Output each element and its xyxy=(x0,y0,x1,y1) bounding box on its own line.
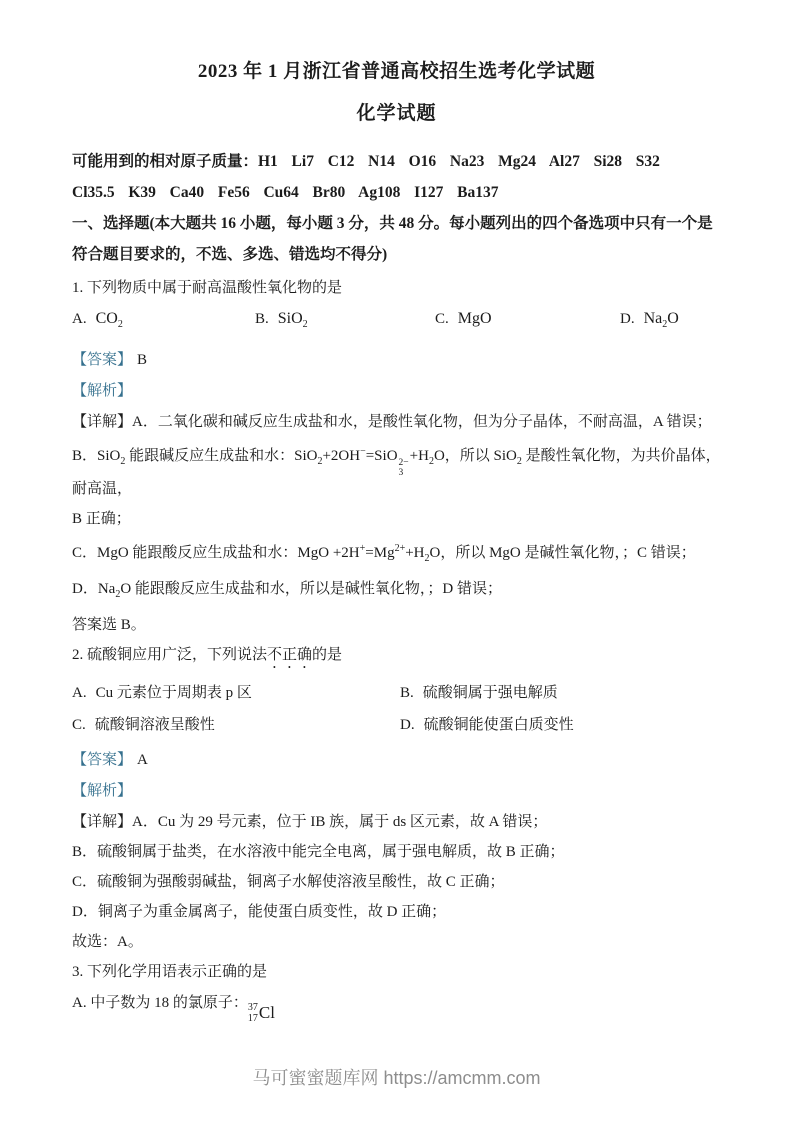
answer-value: B xyxy=(137,352,148,369)
question-2 xyxy=(72,645,721,952)
question-3 xyxy=(72,962,721,1024)
option-letter: A. xyxy=(72,685,87,702)
atomic-masses-line-1: 可能用到的相对原子质量：H1 Li7 C12 N14 O16 Na23 Mg24 Al27 Si28 S32 xyxy=(72,153,660,170)
atomic-masses-line-2: Cl35.5 K39 Ca40 Fe56 Cu64 Br80 Ag108 I127 Ba137 xyxy=(72,184,499,201)
question-2-analysis-line xyxy=(72,781,721,801)
watermark-footer: 马可蜜蜜题库网 https://amcmm.com xyxy=(252,1068,541,1088)
question-2-detail-1: 【详解】A．Cu 为 29 号元素，位于 IB 族，属于 ds 区元素，故 A 错误； xyxy=(72,814,548,831)
option-letter: A. xyxy=(72,311,87,327)
option-letter: C. xyxy=(72,717,86,734)
question-1-detail-4: C．MgO 能跟酸反应生成盐和水：MgO $+2H^+=Mg^{2+}+H_2O$，所以 MgO 是碱性氧化物，；C 错误； xyxy=(72,543,696,565)
question-2-option-c xyxy=(72,714,400,736)
answer-label: 【答案】 xyxy=(72,752,133,769)
answer-value: A xyxy=(137,752,148,769)
question-1-stem: 1. 下列物质中属于耐高温酸性氧化物的是 xyxy=(72,280,343,296)
option-text: 中子数为 18 的氯原子： xyxy=(90,995,248,1012)
option-text: 硫酸铜属于强电解质 xyxy=(422,685,558,702)
question-1-detail-2: B．SiO$_2$ 能跟碱反应生成盐和水：SiO$_2$+2OH−=SiO 2− 3 $+H_2O$，所以 SiO$_2$ 是酸性氧化物，为共价晶体，耐高温， xyxy=(72,446,721,498)
option-letter: D. xyxy=(400,717,415,734)
option-letter: A. xyxy=(72,995,87,1012)
answer-label: 【答案】 xyxy=(72,352,133,369)
question-2-stem xyxy=(72,645,721,672)
question-1-option-b xyxy=(255,308,435,336)
option-letter: D. xyxy=(620,311,635,327)
question-1-detail-3: B 正确； xyxy=(72,511,131,528)
option-text: 硫酸铜能使蛋白质变性 xyxy=(423,717,574,734)
page-title: 2023 年 1 月浙江省普通高校招生选考化学试题 xyxy=(197,61,596,82)
section-instructions: 一、选择题(本大题共 16 小题，每小题 3 分，共 48 分。每小题列出的四个备选项中只有一个是符合题目要求的，不选、多选、错选均不得分) xyxy=(72,215,713,263)
question-1-option-c xyxy=(435,308,620,336)
question-2-options xyxy=(72,682,721,736)
question-1-option-d xyxy=(620,308,721,336)
option-letter: C. xyxy=(435,311,449,327)
question-3-option-a xyxy=(72,992,721,1024)
analysis-label: 【解析】 xyxy=(72,383,133,400)
stem-emphasis: 不正确 xyxy=(267,647,313,664)
question-1-detail-6: 答案选 B。 xyxy=(72,617,146,634)
question-2-detail-3: C．硫酸铜为强酸弱碱盐，铜离子水解使溶液呈酸性，故 C 正确； xyxy=(72,874,505,891)
option-formula: $Na_2O$ xyxy=(643,310,679,331)
question-2-option-d xyxy=(400,714,721,736)
question-3-stem: 3. 下列化学用语表示正确的是 xyxy=(72,964,268,981)
question-1-answer-line xyxy=(72,350,721,370)
chlorine-isotope-notation xyxy=(248,1002,275,1024)
question-2-option-a xyxy=(72,682,400,704)
question-1-options xyxy=(72,308,721,336)
question-2-option-b xyxy=(400,682,721,704)
analysis-label: 【解析】 xyxy=(72,783,133,800)
atomic-number: 17 xyxy=(247,1013,258,1025)
option-formula: $CO_2$ xyxy=(95,310,123,331)
isotope-numbers xyxy=(248,1002,258,1024)
stem-text: 2. 硫酸铜应用广泛，下列说法 xyxy=(72,647,268,664)
question-2-detail-5: 故选：A。 xyxy=(72,934,143,951)
option-text: 硫酸铜溶液呈酸性 xyxy=(94,717,215,734)
mass-number: 37 xyxy=(247,1002,258,1014)
question-1 xyxy=(72,278,721,635)
question-1-analysis-line xyxy=(72,381,721,401)
option-text: Cu 元素位于周期表 p 区 xyxy=(95,685,252,702)
option-formula: MgO xyxy=(457,310,492,327)
option-letter: B. xyxy=(255,311,269,327)
question-2-detail-2: B．硫酸铜属于盐类，在水溶液中能完全电离，属于强电解质，故 B 正确； xyxy=(72,844,565,861)
question-2-detail-4: D．铜离子为重金属离子，能使蛋白质变性，故 D 正确； xyxy=(72,904,447,921)
option-letter: B. xyxy=(400,685,414,702)
question-1-detail-5: D．$Na_2O$ 能跟酸反应生成盐和水，所以是碱性氧化物，；D 错误； xyxy=(72,581,502,601)
question-2-answer-line xyxy=(72,750,721,770)
question-1-option-a xyxy=(72,308,255,336)
stem-text: 的是 xyxy=(312,647,343,664)
question-1-detail-1: 【详解】A．二氧化碳和碱反应生成盐和水，是酸性氧化物，但为分子晶体，不耐高温，A 错误； xyxy=(72,414,712,431)
option-formula: SiO$_2$ xyxy=(277,310,308,331)
page-subtitle: 化学试题 xyxy=(356,103,437,124)
element-symbol: Cl xyxy=(258,1003,275,1023)
